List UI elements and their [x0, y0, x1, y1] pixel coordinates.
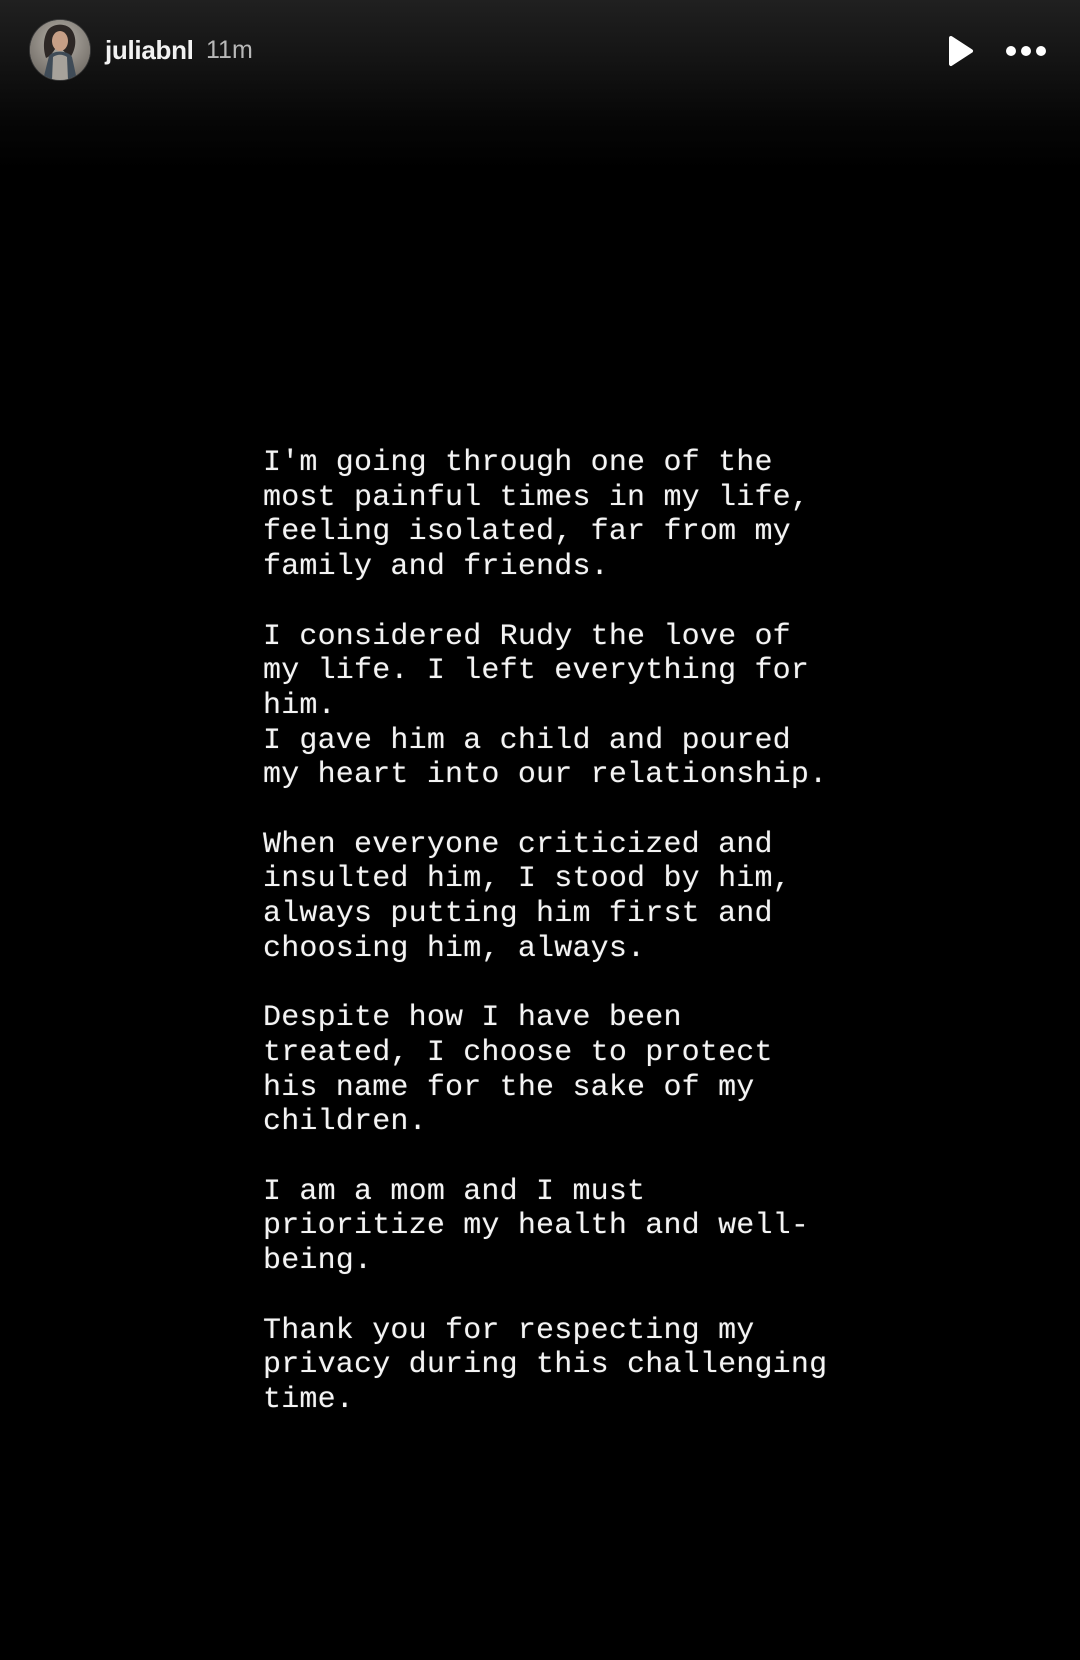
story-paragraph-3: When everyone criticized and insulted him, I stood by him, always putting him first and choosing him, always. [263, 827, 791, 966]
story-paragraph-2: I considered Rudy the love of my life. I left everything for him. I gave him a child and poured my heart into our relationship. [263, 619, 828, 793]
play-button[interactable] [942, 33, 978, 69]
story-message [263, 446, 863, 1452]
story-paragraph-5: I am a mom and I must prioritize my health and well- being. [263, 1174, 810, 1279]
username[interactable]: juliabnl [105, 35, 194, 65]
story-header [0, 0, 1080, 110]
story-paragraph-1: I'm going through one of the most painful times in my life, feeling isolated, far from my family and friends. [263, 446, 810, 585]
story-timestamp: 11m [206, 36, 253, 64]
more-options-icon [1004, 35, 1048, 67]
play-icon [942, 33, 978, 69]
avatar-image [30, 20, 90, 80]
more-options-button[interactable] [1004, 35, 1048, 67]
story-paragraph-4: Despite how I have been treated, I choose to protect his name for the sake of my children. [263, 1001, 773, 1140]
profile-avatar-icon[interactable] [30, 20, 90, 80]
story-paragraph-6: Thank you for respecting my privacy during this challenging time. [263, 1313, 828, 1417]
